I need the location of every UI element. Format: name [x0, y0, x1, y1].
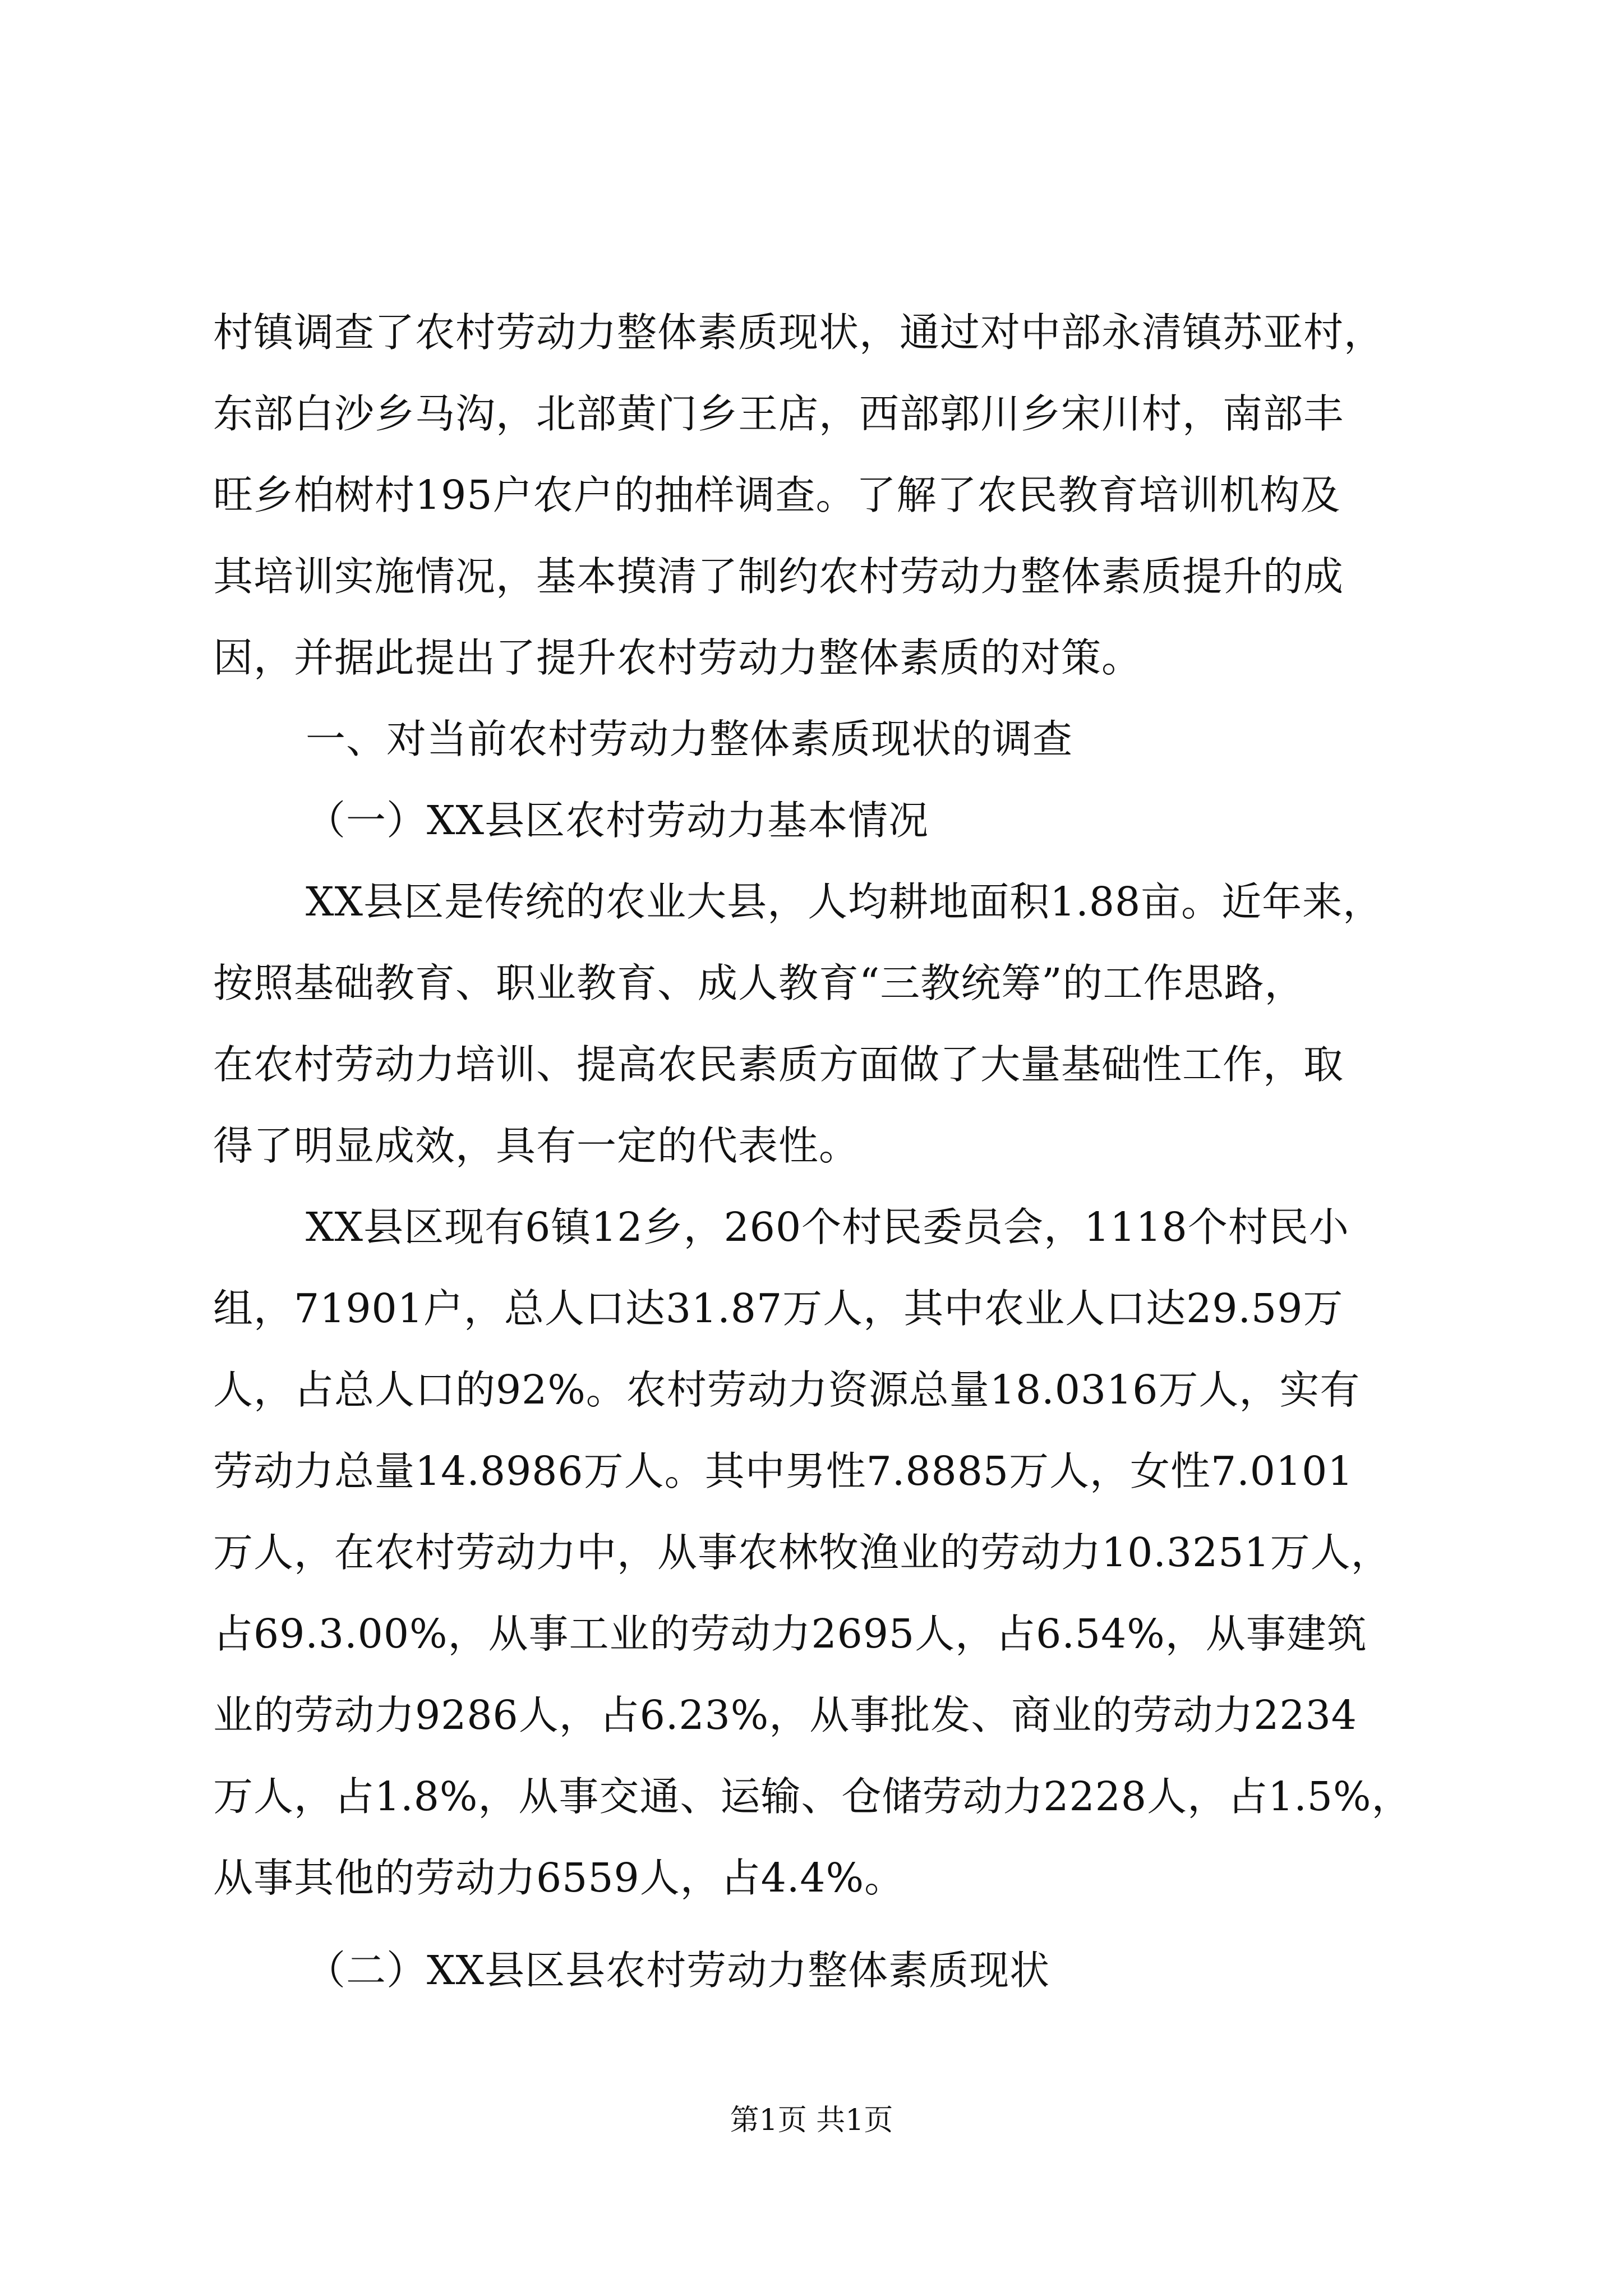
- paragraph-line: 占69.3.00%，从事工业的劳动力2695人，占6.54%，从事建筑: [213, 1611, 1367, 1657]
- paragraph-line: 人，占总人口的92%。农村劳动力资源总量18.0316万人，实有: [213, 1366, 1361, 1413]
- paragraph-line: 万人，占1.8%，从事交通、运输、仓储劳动力2228人，占1.5%，: [213, 1773, 1412, 1820]
- paragraph-line: XX县区现有6镇12乡，260个村民委员会，1118个村民小: [306, 1204, 1349, 1250]
- paragraph-line: 旺乡柏树村195户农户的抽样调查。了解了农民教育培训机构及: [213, 472, 1341, 518]
- paragraph-line: 东部白沙乡马沟，北部黄门乡王店，西部郭川乡宋川村，南部丰: [213, 390, 1344, 437]
- paragraph-line: 得了明显成效，具有一定的代表性。: [213, 1122, 860, 1169]
- page-footer: [0, 2101, 1623, 2140]
- page-number-label: 第1页 共1页: [730, 2104, 893, 2137]
- paragraph-line: 劳动力总量14.8986万人。其中男性7.8885万人，女性7.0101: [213, 1448, 1354, 1494]
- paragraph-line: 业的劳动力9286人，占6.23%，从事批发、商业的劳动力2234: [213, 1692, 1357, 1738]
- subsection-heading: （二）XX县区县农村劳动力整体素质现状: [306, 1947, 1050, 1994]
- paragraph-line: 其培训实施情况，基本摸清了制约农村劳动力整体素质提升的成: [213, 553, 1344, 600]
- paragraph-line: 万人，在农村劳动力中，从事农林牧渔业的劳动力10.3251万人，: [213, 1529, 1391, 1576]
- paragraph-line: 组，71901户，总人口达31.87万人，其中农业人口达29.59万: [213, 1285, 1344, 1332]
- document-body: [213, 292, 1481, 2011]
- paragraph-line: 从事其他的劳动力6559人，占4.4%。: [213, 1855, 905, 1901]
- section-heading: 一、对当前农村劳动力整体素质现状的调查: [306, 716, 1073, 762]
- subsection-heading: （一）XX县区农村劳动力基本情况: [306, 797, 929, 844]
- paragraph-line: 按照基础教育、职业教育、成人教育“三教统筹”的工作思路，: [213, 960, 1305, 1006]
- paragraph-line: XX县区是传统的农业大县，人均耕地面积1.88亩。近年来，: [306, 878, 1384, 925]
- paragraph-line: 在农村劳动力培训、提高农民素质方面做了大量基础性工作，取: [213, 1041, 1344, 1088]
- paragraph-line: 因，并据此提出了提升农村劳动力整体素质的对策。: [213, 634, 1142, 681]
- paragraph-line: 村镇调查了农村劳动力整体素质现状，通过对中部永清镇苏亚村，: [213, 309, 1385, 356]
